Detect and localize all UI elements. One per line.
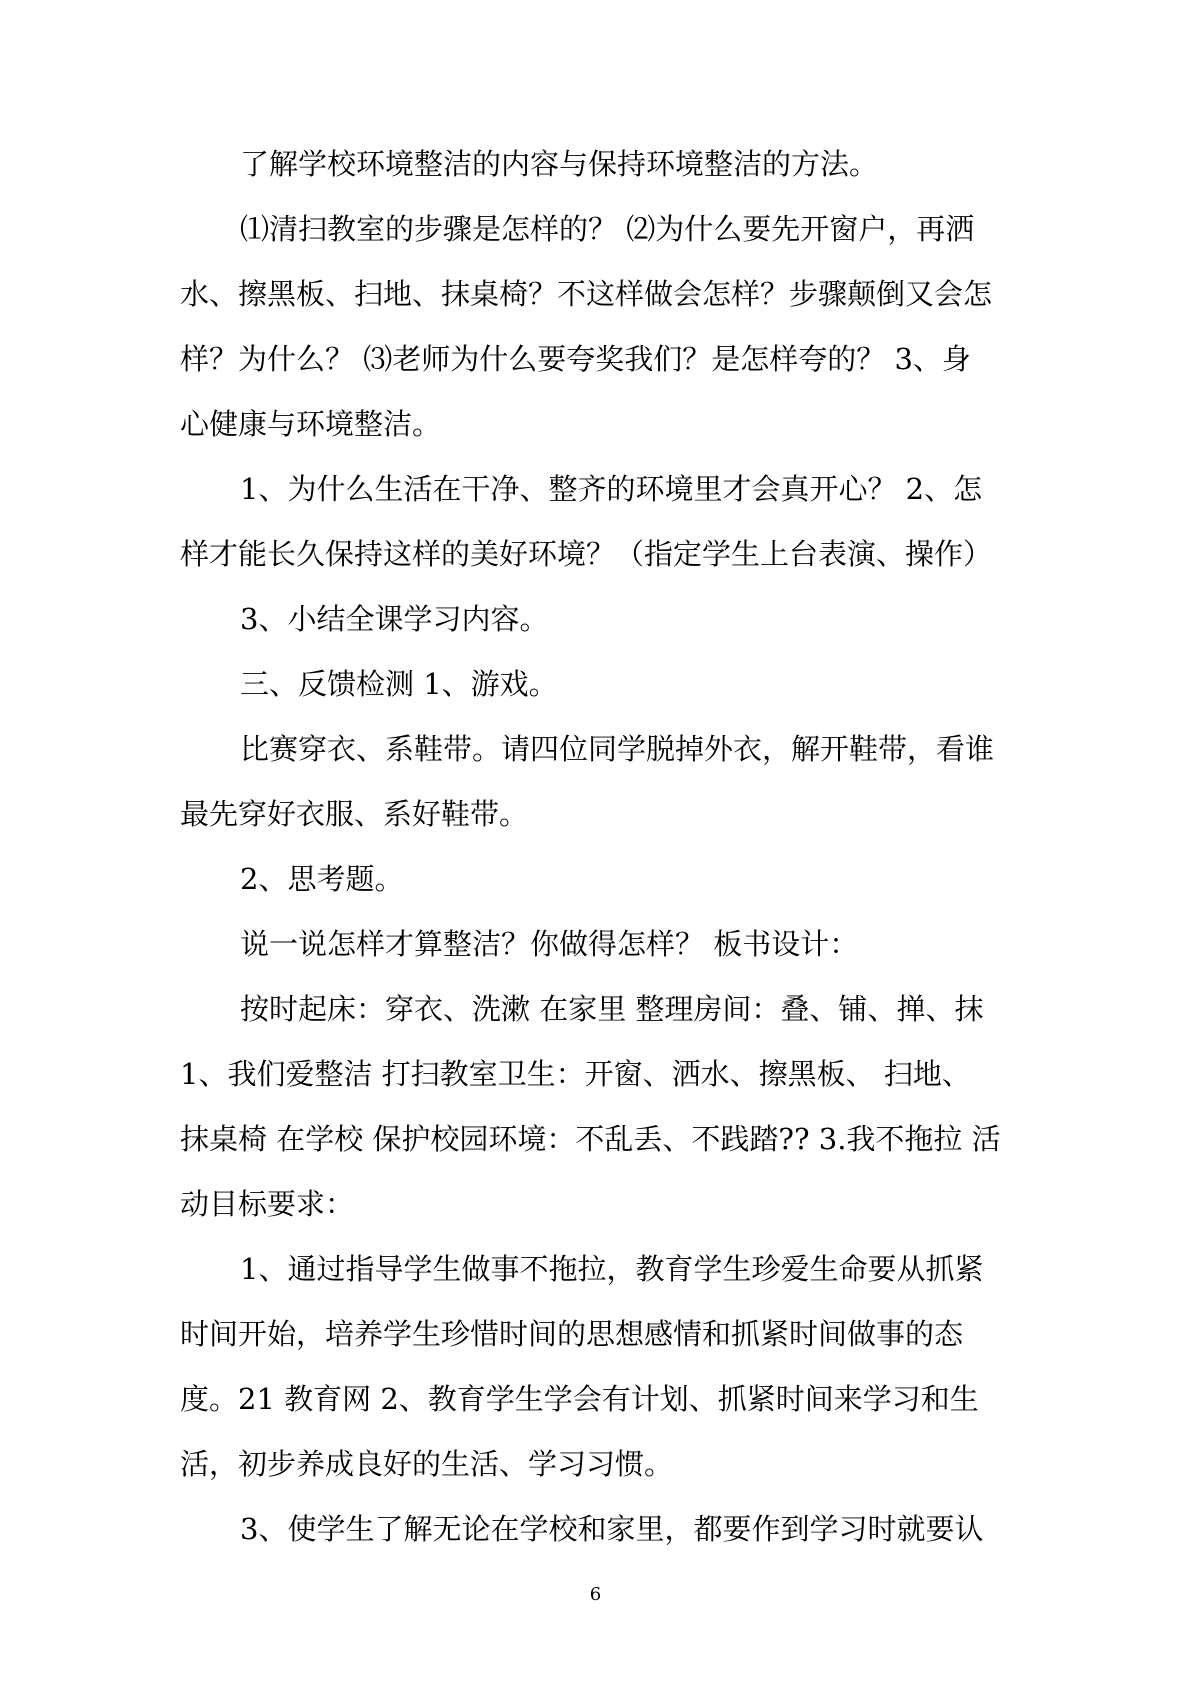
- text-line: 1、通过指导学生做事不拖拉，教育学生珍爱生命要从抓紧: [240, 1252, 984, 1286]
- text-line: 3、小结全课学习内容。: [240, 602, 549, 636]
- text-line: 最先穿好衣服、系好鞋带。: [180, 797, 529, 831]
- text-line: 2、思考题。: [240, 862, 404, 896]
- text-line: 1、我们爱整洁 打扫教室卫生：开窗、洒水、擦黑板、 扫地、: [180, 1057, 971, 1091]
- text-line: 心健康与环境整洁。: [180, 407, 442, 441]
- page-number: 6: [589, 1584, 602, 1605]
- text-line: ⑴清扫教室的步骤是怎样的？ ⑵为什么要先开窗户，再洒: [240, 212, 975, 246]
- text-line: 水、擦黑板、扫地、抹桌椅？不这样做会怎样？步骤颠倒又会怎: [180, 277, 993, 311]
- text-line: 样？为什么？ ⑶老师为什么要夸奖我们？是怎样夸的？ 3、身: [180, 342, 971, 376]
- text-line: 动目标要求：: [180, 1187, 355, 1221]
- text-line: 三、反馈检测 1、游戏。: [240, 667, 558, 701]
- text-line: 度。21 教育网 2、教育学生学会有计划、抓紧时间来学习和生: [180, 1382, 979, 1416]
- text-line: 样才能长久保持这样的美好环境？（指定学生上台表演、操作）: [180, 537, 993, 571]
- text-line: 时间开始，培养学生珍惜时间的思想感情和抓紧时间做事的态: [180, 1317, 964, 1351]
- text-line: 按时起床：穿衣、洗漱 在家里 整理房间：叠、铺、掸、抹: [240, 992, 984, 1026]
- text-line: 1、为什么生活在干净、整齐的环境里才会真开心？ 2、怎: [240, 472, 983, 506]
- text-line: 比赛穿衣、系鞋带。请四位同学脱掉外衣，解开鞋带，看谁: [240, 732, 995, 766]
- body-text: [180, 132, 1020, 1562]
- text-line: 活，初步养成良好的生活、学习习惯。: [180, 1447, 674, 1481]
- text-line: 抹桌椅 在学校 保护校园环境：不乱丢、不践踏?? 3.我不拖拉 活: [180, 1122, 1001, 1156]
- text-line: 3、使学生了解无论在学校和家里，都要作到学习时就要认: [240, 1512, 984, 1546]
- text-line: 说一说怎样才算整洁？你做得怎样？ 板书设计：: [240, 927, 859, 961]
- text-line: 了解学校环境整洁的内容与保持环境整洁的方法。: [240, 147, 879, 181]
